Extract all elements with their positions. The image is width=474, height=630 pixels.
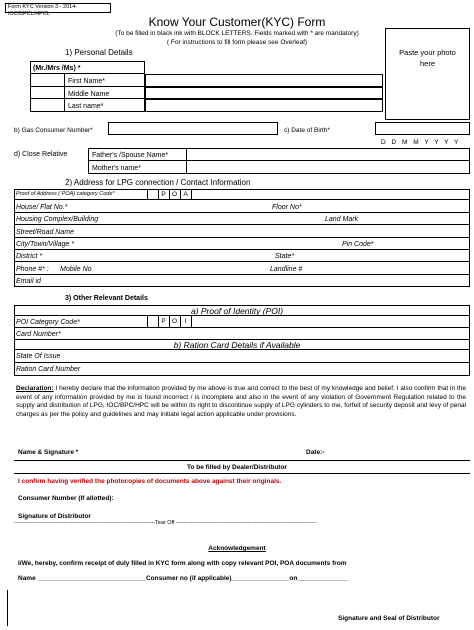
photo-box[interactable] (385, 28, 470, 120)
form-title: Know Your Customer(KYC) Form (148, 15, 326, 29)
state-label: State* (275, 253, 295, 260)
declaration-text (16, 385, 466, 419)
declaration-label: Declaration: (16, 385, 54, 392)
photo-label: Paste your photo here (399, 48, 456, 68)
housing-label: Housing Complex/Building (16, 216, 99, 223)
poa-code-label: Proof of Address ( POA) category Code* (16, 191, 115, 197)
father-label: Father's /Spouse Name* (92, 152, 169, 159)
ack-name-line: Name ______________________________Consumer no (if applicable)________________on______________ (18, 575, 348, 582)
gas-consumer-label: b) Gas Consumer Number* (14, 127, 93, 134)
poa-letter-o: O (171, 191, 178, 198)
tear-off-line: -----------------------------------------------------------------------------Tear Off ----------------------------------------------------------------------------- (14, 520, 318, 526)
dob-format: D D M M Y Y Y Y (381, 139, 461, 146)
middle-name-label: Middle Name (68, 91, 110, 98)
form-instructions: ( For instructions to fill form please see Overleaf) (166, 39, 308, 46)
distributor-signature-label: Signature of Distributor (18, 513, 91, 520)
gas-consumer-field[interactable] (108, 122, 278, 135)
dob-label: c) Date of Birth* (284, 127, 330, 134)
landline-label: Landline # (270, 266, 303, 273)
declaration-body: I hereby declare that the information provided by me above is true and correct to the best of my knowledge and belief. I also confirm that in the event of any information provided by me is found incorrect / is incomplete and also in the event of any violation of Government Regulation related to the supply and distribution of LPG, IOC/BPC/HPC will be within its right to discontinue supply of LPG cylinders to me, forfeit of security deposit and levy of penal charges as per the policy and guidelines and may initiate legal action applicable under provisions. (16, 385, 466, 418)
confirm-text: I confirm having verified the photocopies of documents above against their originals. (18, 478, 282, 485)
form-subtitle: (To be filled in black ink with BLOCK LETTERS. Fields marked with * are mandatory) (115, 30, 359, 37)
email-label: Email id (16, 278, 41, 285)
address-heading: 2) Address for LPG connection / Contact Information (65, 178, 251, 187)
personal-heading: 1) Personal Details (65, 48, 133, 57)
ack-heading: Acknowledgement (208, 545, 266, 552)
pin-label: Pin Code* (342, 241, 374, 248)
middle-name-field[interactable] (145, 87, 383, 99)
phone-label: Phone #* : (16, 266, 49, 273)
dealer-heading: To be filled by Dealer/Distributor (187, 464, 287, 471)
dob-field[interactable] (375, 122, 470, 135)
poi-letter-o: O (171, 318, 178, 325)
state-issue-label: State Of Issue (16, 353, 61, 360)
mother-label: Mother's name* (92, 165, 141, 172)
date-label: Date:- (306, 449, 325, 456)
street-label: Street/Road Name (16, 229, 74, 236)
poi-heading: a) Proof of Identity (POI) (190, 306, 284, 316)
form-version: Form KYC Version 3 - 2014-IOC/BPCL/HPCL (5, 3, 111, 13)
poa-letter-a: A (183, 191, 188, 198)
other-heading: 3) Other Relevant Details (65, 295, 148, 302)
seal-label: Signature and Seal of Distributor (338, 615, 440, 622)
consumer-number-label: Consumer Number (If allotted): (18, 495, 114, 502)
city-label: City/Town/Village * (16, 241, 74, 248)
district-label: District * (16, 253, 43, 260)
salutation-label: (Mr./Mrs /Ms) * (33, 65, 81, 72)
card-number-label: Card Number* (16, 331, 61, 338)
ration-number-label: Ration Card Number (16, 366, 81, 373)
poi-letter-p: P (161, 318, 166, 325)
house-label: House/ Flat No.* (16, 204, 68, 211)
last-name-field[interactable] (145, 99, 383, 112)
name-signature-label: Name & Signature * (18, 449, 79, 456)
close-relative-label: d) Close Relative (14, 151, 68, 158)
ack-text: I/We, hereby, confirm receipt of duly filled in KYC form along with copy relevant POI, POA documents from (18, 560, 347, 567)
ration-heading: b) Ration Card Details if Available (173, 340, 301, 350)
landmark-label: Land Mark (325, 216, 359, 223)
first-name-field[interactable] (145, 74, 383, 87)
mobile-label: Mobile No (60, 266, 92, 273)
last-name-label: Last name* (68, 103, 104, 110)
poi-code-label: POI Category Code* (16, 319, 80, 326)
first-name-label: First Name* (68, 78, 105, 85)
poa-letter-p: P (161, 191, 166, 198)
floor-label: Floor No* (272, 204, 302, 211)
poi-letter-i: I (184, 318, 187, 325)
